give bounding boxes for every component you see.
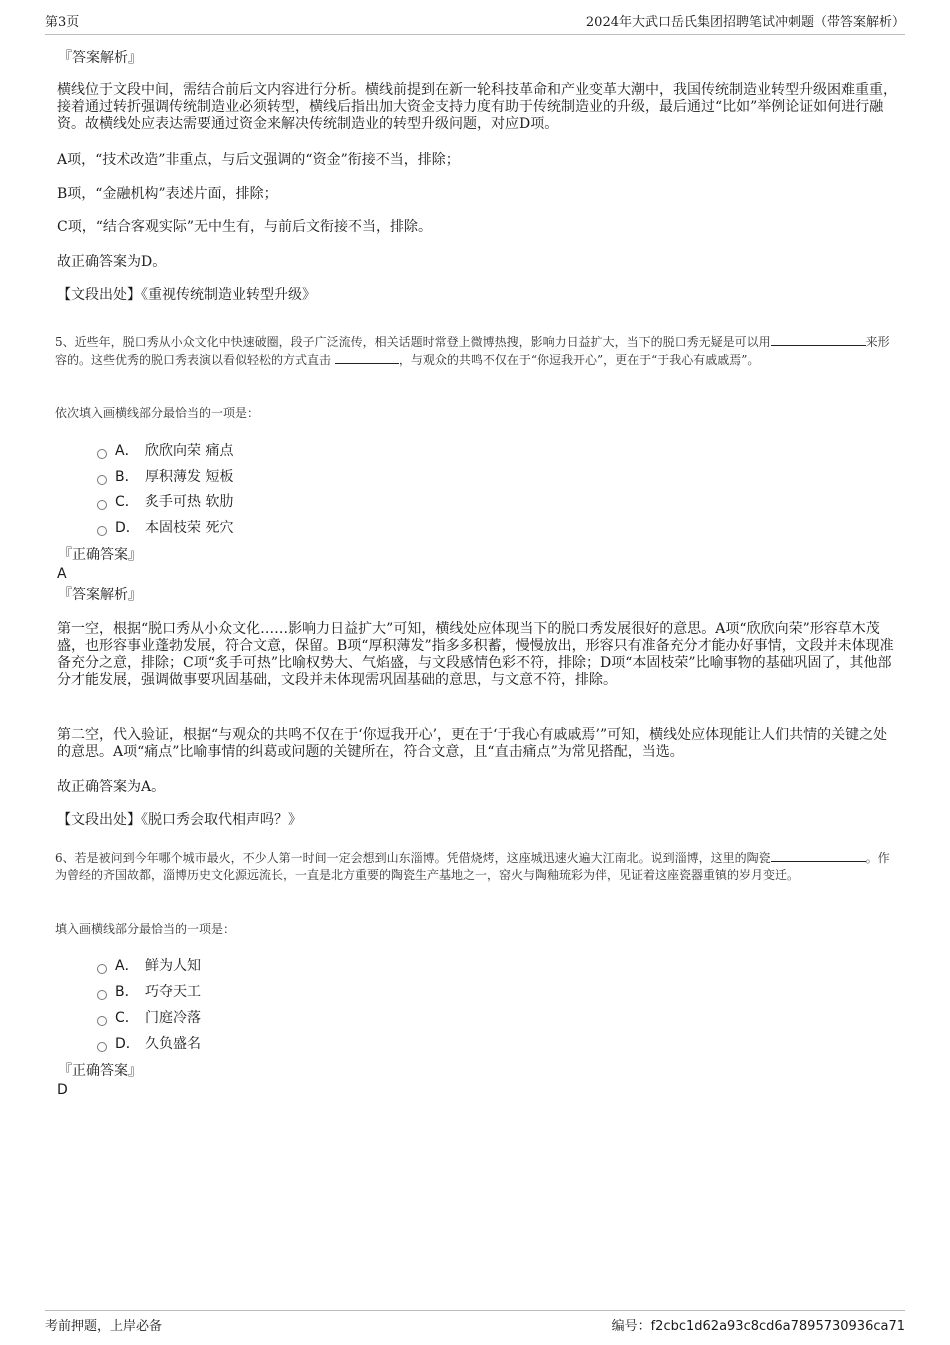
- q5-option-c[interactable]: C． 炙手可热 软肋: [97, 493, 233, 511]
- page-number: 第3页: [45, 15, 80, 30]
- q6-option-b[interactable]: B． 巧夺天工: [97, 983, 201, 1001]
- q5-stem: [55, 333, 900, 369]
- q5-conclusion: 故正确答案为A。: [57, 779, 166, 795]
- page-header: [45, 14, 905, 35]
- q5-answer-label: 『正确答案』: [58, 547, 142, 563]
- q6-blank: [771, 849, 866, 862]
- q4-analysis-option-c: C项，“结合客观实际”无中生有，与前后文衔接不当，排除。: [57, 219, 433, 235]
- radio-icon[interactable]: [97, 500, 107, 510]
- q6-option-a[interactable]: A． 鲜为人知: [97, 957, 201, 975]
- footer-slogan: 考前押题，上岸必备: [45, 1319, 163, 1334]
- q4-analysis-paragraph: 横线位于文段中间，需结合前后文内容进行分析。横线前提到在新一轮科技革命和产业变革大潮中，我国传统制造业转型升级困难重重，接着通过转折强调传统制造业必须转型，横线后指出加大资金支持力度有助于传统制造业的升级，最后通过“比如”举例论证如何进行融资。故横线处应表达需要通过资金来解决传统制造业的转型升级问题，对应D项。: [57, 82, 897, 132]
- document-title: 2024年大武口岳氏集团招聘笔试冲刺题（带答案解析）: [585, 15, 905, 30]
- q5-stem-part1: 5、近些年，脱口秀从小众文化中快速破圈，段子广泛流传，相关话题时常登上微博热搜，影响力日益扩大，当下的脱口秀无疑是可以用: [55, 335, 771, 349]
- q6-answer-label: 『正确答案』: [58, 1063, 142, 1079]
- q5-option-a[interactable]: A． 欣欣向荣 痛点: [97, 442, 233, 460]
- q6-option-c[interactable]: C． 门庭冷落: [97, 1009, 201, 1027]
- q5-blank-2: [335, 351, 399, 364]
- radio-icon[interactable]: [97, 1042, 107, 1052]
- q4-analysis-label: 『答案解析』: [58, 50, 142, 66]
- radio-icon[interactable]: [97, 449, 107, 459]
- q5-option-d[interactable]: D． 本固枝荣 死穴: [97, 519, 233, 537]
- q6-stem-part2: 。作为曾经的齐国故都，淄博历史文化源远流长，一直是北方重要的陶瓷生产基地之一，窑火与陶釉琉彩为伴，见证着这座瓷器重镇的岁月变迁。: [55, 851, 890, 882]
- q4-analysis-option-b: B项，“金融机构”表述片面，排除；: [57, 186, 278, 202]
- q5-analysis-paragraph-1: 第一空，根据“脱口秀从小众文化……影响力日益扩大”可知，横线处应体现当下的脱口秀发展很好的意思。A项“欣欣向荣”形容草木茂盛，也形容事业蓬勃发展，符合文意，保留。B项“厚积薄发”指多多积蓄，慢慢放出，形容只有准备充分才能办好事情，文段并未体现准备充分之意，排除；C项“炙手可热”比喻权势大、气焰盛，与文段感情色彩不符，排除；D项“本固枝荣”比喻事物的基础巩固了，其他部分才能发展，强调做事要巩固基础，文段并未体现需巩固基础的意思，与文意不符，排除。: [57, 621, 894, 688]
- radio-icon[interactable]: [97, 964, 107, 974]
- q5-answer: A: [57, 566, 67, 582]
- q4-source: 【文段出处】《重视传统制造业转型升级》: [57, 287, 316, 303]
- radio-icon[interactable]: [97, 526, 107, 536]
- q5-source: 【文段出处】《脱口秀会取代相声吗？》: [57, 812, 302, 828]
- radio-icon[interactable]: [97, 1016, 107, 1026]
- q4-conclusion: 故正确答案为D。: [57, 254, 167, 270]
- q5-analysis-label: 『答案解析』: [58, 587, 142, 603]
- q6-stem: [55, 849, 900, 884]
- q6-option-d[interactable]: D． 久负盛名: [97, 1035, 201, 1053]
- q6-instruction: 填入画横线部分最恰当的一项是：: [55, 922, 236, 936]
- q5-stem-part2: 来形容的。这些优秀的脱口秀表演以看似轻松的方式直击: [55, 335, 890, 367]
- q4-analysis-option-a: A项，“技术改造”非重点，与后文强调的“资金”衔接不当，排除；: [57, 152, 460, 168]
- document-id: 编号：f2cbc1d62a93c8cd6a7895730936ca71: [611, 1319, 905, 1334]
- q5-instruction: 依次填入画横线部分最恰当的一项是：: [55, 406, 260, 420]
- q5-blank-1: [771, 333, 866, 346]
- radio-icon[interactable]: [97, 475, 107, 485]
- q6-answer: D: [57, 1082, 68, 1098]
- q5-analysis-paragraph-2: 第二空，代入验证，根据“与观众的共鸣不仅在于‘你逗我开心’，更在于‘于我心有戚戚焉’”可知，横线处应体现能让人们共情的关键之处的意思。A项“痛点”比喻事情的纠葛或问题的关键所在，符合文意，且“直击痛点”为常见搭配，当选。: [57, 727, 888, 760]
- q6-stem-part1: 6、若是被问到今年哪个城市最火，不少人第一时间一定会想到山东淄博。凭借烧烤，这座城迅速火遍大江南北。说到淄博，这里的陶瓷: [55, 851, 771, 865]
- q5-stem-part3: ，与观众的共鸣不仅在于“你逗我开心”，更在于“于我心有戚戚焉”。: [398, 353, 760, 367]
- q5-option-b[interactable]: B． 厚积薄发 短板: [97, 468, 233, 486]
- page-footer: [45, 1310, 905, 1333]
- radio-icon[interactable]: [97, 990, 107, 1000]
